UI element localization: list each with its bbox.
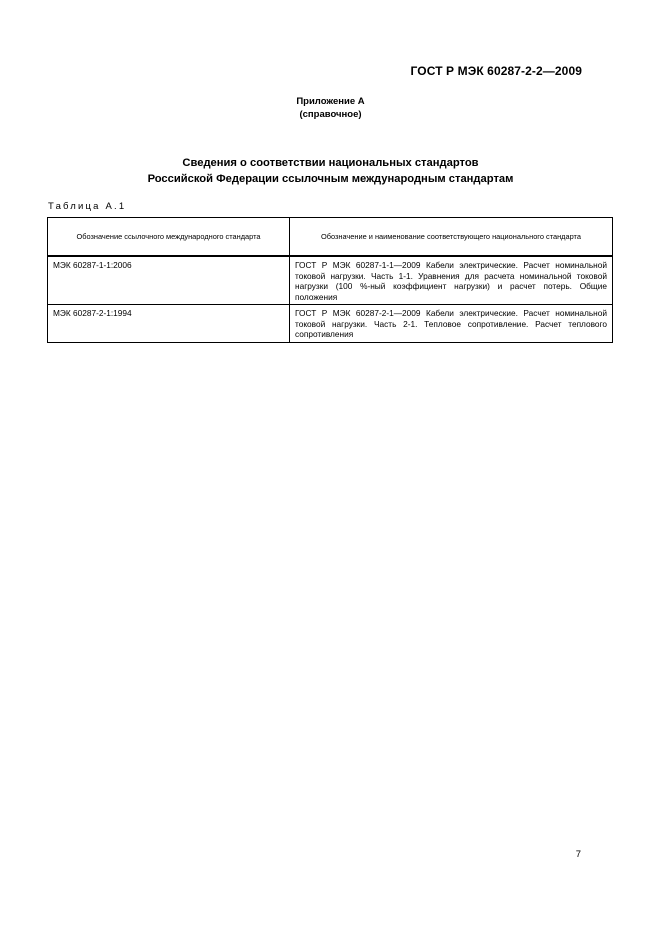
table-row (48, 256, 613, 305)
column-header-international: Обозначение ссылочного международного стандарта (48, 218, 290, 257)
table-row (48, 305, 613, 343)
international-standard-cell: МЭК 60287-1-1:2006 (48, 256, 290, 305)
annex-title-line-2: Российской Федерации ссылочным международным стандартам (147, 173, 514, 185)
international-standard-cell: МЭК 60287-2-1:1994 (48, 305, 290, 343)
annex-status: (справочное) (299, 109, 362, 120)
table-header-row (48, 218, 613, 257)
annex-title-line-1: Сведения о соответствии национальных стандартов (182, 157, 479, 169)
table-label: Таблица А.1 (48, 201, 127, 212)
page-number: 7 (575, 849, 581, 860)
annex-name: Приложение А (296, 96, 365, 107)
annex-title (0, 155, 661, 187)
national-standard-cell: ГОСТ Р МЭК 60287-1-1—2009 Кабели электрические. Расчет номинальной токовой нагрузки. Часть 1-1. Уравнения для расчета номинальной токовой нагрузки (100 %-ный коэффициент нагрузки) и расчет потерь. Общие положения (290, 256, 613, 305)
standards-correspondence-table (47, 217, 613, 343)
column-header-national: Обозначение и наименование соответствующего национального стандарта (290, 218, 613, 257)
document-code: ГОСТ Р МЭК 60287-2-2—2009 (410, 64, 582, 78)
national-standard-cell: ГОСТ Р МЭК 60287-2-1—2009 Кабели электрические. Расчет номинальной токовой нагрузки. Часть 2-1. Тепловое сопротивление. Расчет теплового сопротивления (290, 305, 613, 343)
annex-heading (0, 95, 661, 121)
